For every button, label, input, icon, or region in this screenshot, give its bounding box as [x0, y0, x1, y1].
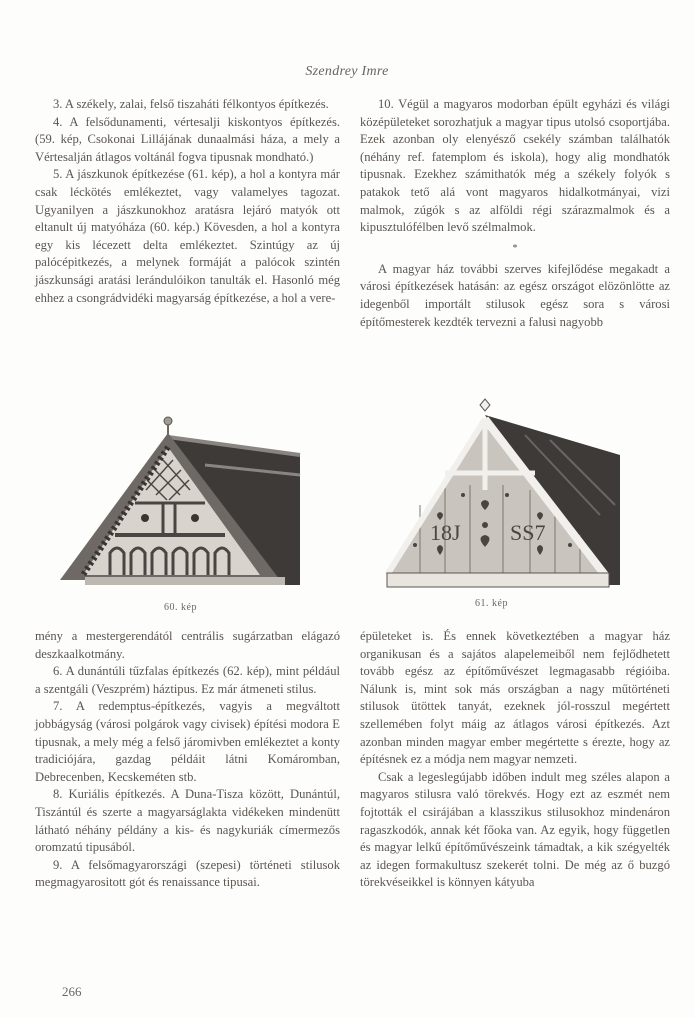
paragraph: A magyar ház további szerves kifejlődése megakadt a városi építkezések hatásán: az egész országot elözönlötte az idegenből importált stilusok egész sora s városi építőmesterek kezdték tervezni a falusi nagyobb: [360, 261, 670, 329]
right-column-top: [360, 96, 670, 331]
left-column-bottom: [35, 628, 340, 892]
gable-base: [387, 573, 609, 587]
paragraph: 6. A dunántúli tűzfalas építkezés (62. kép), mint például a szentgáli (Veszprém) háztipus. Ez már átmeneti stilus.: [35, 664, 340, 696]
paragraph: 3. A székely, zalai, felső tiszaháti félkontyos építkezés.: [53, 97, 329, 111]
painted-initials-left: 18J: [430, 520, 461, 545]
rosette-right: [191, 514, 199, 522]
finial-icon: [164, 417, 172, 425]
page-number: 266: [62, 984, 82, 999]
paragraph: 8. Kuriális építkezés. A Duna-Tisza között, Dunántúl, Tiszántúl és szerte a magyarságlakta vidékeken mindenütt látható néhány példány a kis- és nagykuriák címermezős oromzatú tipusából.: [35, 787, 340, 855]
paragraph: Csak a legeslegújabb időben indult meg széles alapon a magyaros stilusra való törekvés. Hogy ezt az eszmét nem fojtották el csirájában a klasszikus stilusokhoz mindenáron ragaszkodók, annak két főoka van. Az egyik, hogy független és magyar lelkű építőművészeink támadtak, a kik szégyelték az idegen formakultusz szekerét tolni. De még az ő buzgó törekvéseikkel is könnyen kátyuba: [360, 769, 670, 890]
figure-60-caption: 60. kép: [164, 602, 197, 613]
painted-initials-right: SS7: [510, 520, 546, 545]
paragraph: 7. A redemptus-építkezés, vagyis a megváltott jobbágyság (városi polgárok vagy civisek) építési modora E tipusnak, a mely még a felső járomivben emlékeztet a konty tradiciójára, gazdag példáit látni Komáromban, Debrecenben, Kecskeméten stb.: [35, 699, 340, 784]
finial-icon: [480, 399, 490, 411]
paragraph: 4. A felsődunamenti, vértesalji kiskontyos építkezés. (59. kép, Csokonai Lillájának dunaalmási háza, a mely a Vértesalján átlagos voltánál fogva tipusnak mondható.): [35, 114, 340, 164]
gable-61-drawing: [385, 395, 630, 600]
right-column-bottom: [360, 628, 670, 892]
figure-60-gable-illustration: [55, 415, 305, 605]
paragraph: épületeket is. És ennek következtében a magyar ház organikusan és a sajátos alapelemeiből nem fejlődhetett tovább egész az építőművészet legmagasabb régióiba. Nálunk is, mint sok más országban a nagy műtörténeti stilusok ütöttek tanyát, ezeknek jól-rosszul megértett szellemében folyt máig az átlagos városi építkezés. Azt azonban minden magyar ember megértette s érezte, hogy az építésnek ez a módja nem magyar nemzeti.: [360, 629, 670, 767]
paragraph: 5. A jászkunok építkezése (61. kép), a hol a kontyra már csak léckötés emlékeztet, vagy valamelyes tagozat. Ugyanilyen a jászkunokhoz aratásra lejáró matyók ott eltanult új matyóháza (60. kép.) Kövesden, a hol a kontyra egy kis lécezett delta emlékeztet. Szintúgy az új palócépitkezés, a melynek formáját a palócok szintén jászkunsági aratási lerándulóikon tanulták el. Hasonló még ehhez a csongrádvidéki magyarság építkezése, a hol a vere-: [35, 167, 340, 305]
paragraph: 10. Végül a magyaros modorban épült egyházi és világi középületeket sorozhatjuk a magyar tipus utolsó csoportjába. Ezek azonban oly elenyésző csekély számban találhatók (néhány ref. fatemplom és iskola), hogy alig mondhatók tipusnak. Ezekhez számithatók még a székely folyók s patakok tető alá vont magyaros hidalkotmányai, vizi malmok, zúgók s az alföldi régi szárazmalmok és a kipusztulófélben levő szélmalmok.: [360, 97, 670, 235]
section-separator: *: [512, 242, 518, 254]
figure-61-gable-illustration: [385, 395, 630, 600]
paragraph: mény a mestergerendától centrális sugárzatban elágazó deszkaalkotmány.: [35, 629, 340, 661]
running-head: Szendrey Imre: [305, 64, 389, 79]
figure-61-caption: 61. kép: [475, 598, 508, 609]
left-column-top: [35, 96, 340, 307]
paragraph: 9. A felsőmagyarországi (szepesi) történeti stilusok megmagyarositott gót és renaissance tipusai.: [35, 857, 340, 890]
gable-60-drawing: [55, 415, 305, 605]
gable-base: [85, 577, 285, 585]
rosette-left: [141, 514, 149, 522]
